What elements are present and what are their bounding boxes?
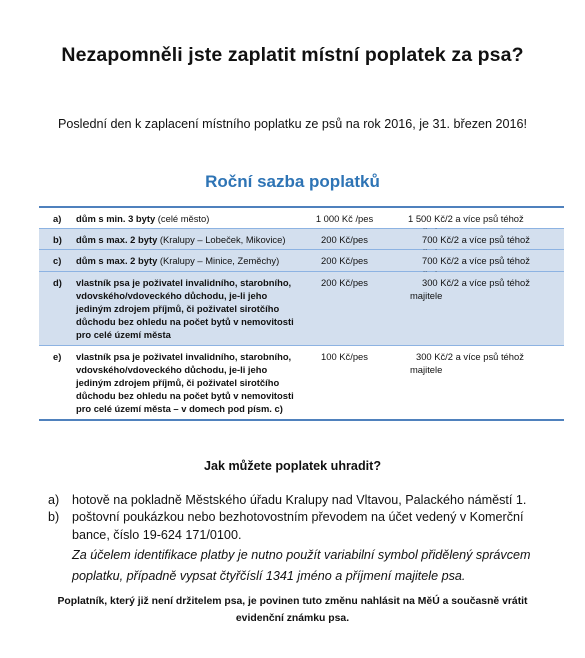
rate-price: 200 Kč/pes	[321, 255, 368, 267]
payment-letter: b)	[48, 510, 60, 525]
rate-description: dům s max. 2 byty (Kralupy – Lobeček, Mikovice)	[76, 234, 286, 246]
rate-letter: a)	[53, 213, 62, 224]
rates-table	[39, 206, 564, 421]
rate-letter: b)	[53, 234, 62, 246]
rate-price: 100 Kč/pes	[321, 350, 368, 362]
rate-row-c	[39, 250, 564, 271]
rate-price: 200 Kč/pes	[321, 276, 368, 288]
rate-description: dům s min. 3 byty (celé město)	[76, 213, 210, 224]
rate-row-b	[39, 229, 564, 250]
rates-heading: Roční sazba poplatků	[205, 172, 380, 191]
payment-item-b	[48, 509, 558, 587]
rate-letter: d)	[53, 276, 62, 288]
payment-letter: a)	[48, 493, 60, 507]
payment-list	[48, 492, 558, 587]
rate-letter: e)	[53, 350, 62, 362]
rate-multi: 700 Kč/2 a více psů téhož	[422, 234, 530, 246]
payment-text: hotově na pokladně Městského úřadu Kralupy nad Vltavou, Palackého náměstí 1.	[72, 493, 527, 507]
rate-price: 200 Kč/pes	[321, 234, 368, 246]
rate-description: dům s max. 2 byty (Kralupy – Minice, Zeměchy)	[76, 255, 280, 267]
rate-letter: c)	[53, 255, 62, 267]
rate-row-e	[39, 346, 564, 419]
payment-item-a	[48, 492, 558, 509]
rate-multi: 700 Kč/2 a více psů téhož	[422, 255, 530, 267]
payment-heading: Jak můžete poplatek uhradit?	[203, 459, 382, 473]
page-title: Nezapomněli jste zaplatit místní poplatek za psa?	[61, 44, 524, 66]
payment-note: Za účelem identifikace platby je nutno použít variabilní symbol přidělený správcem poplatku, případně vypsat čtyřčíslí 1341 jméno a příjmení majitele psa.	[72, 548, 531, 584]
rate-multi: 300 Kč/2 a více psů téhož majitele	[410, 276, 530, 301]
footer-notice: Poplatník, který již není držitelem psa, je povinen tuto změnu nahlásit na MěÚ a současně vrátit evidenční známku psa.	[57, 596, 528, 624]
rate-multi: 300 Kč/2 a více psů téhož majitele	[410, 350, 524, 375]
rate-multi: 1 500 Kč/2 a více psů téhož	[408, 213, 524, 224]
payment-text: poštovní poukázkou nebo bezhotovostním převodem na účet vedený v Komerční bance, číslo 19-624 171/0100.	[72, 510, 524, 542]
rate-description: vlastník psa je poživatel invalidního, starobního, vdovského/vdoveckého důchodu, je-li jeho jediným zdrojem příjmů, či poživatel sirotčího důchodu bez ohledu na počet bytů v nemovitosti pro celé území města	[76, 276, 294, 341]
deadline-notice: Poslední den k zaplacení místního poplatku ze psů na rok 2016, je 31. březen 2016!	[57, 117, 528, 131]
rate-row-d	[39, 272, 564, 346]
rate-price: 1 000 Kč /pes	[315, 213, 374, 224]
rate-description: vlastník psa je poživatel invalidního, starobního, vdovského/vdoveckého důchodu, je-li jeho jediným zdrojem příjmů, či poživatel sirotčího důchodu bez ohledu na počet bytů v nemovitosti pro celé území města – v domech pod písm. c)	[76, 350, 294, 415]
rate-row-a	[39, 208, 564, 229]
